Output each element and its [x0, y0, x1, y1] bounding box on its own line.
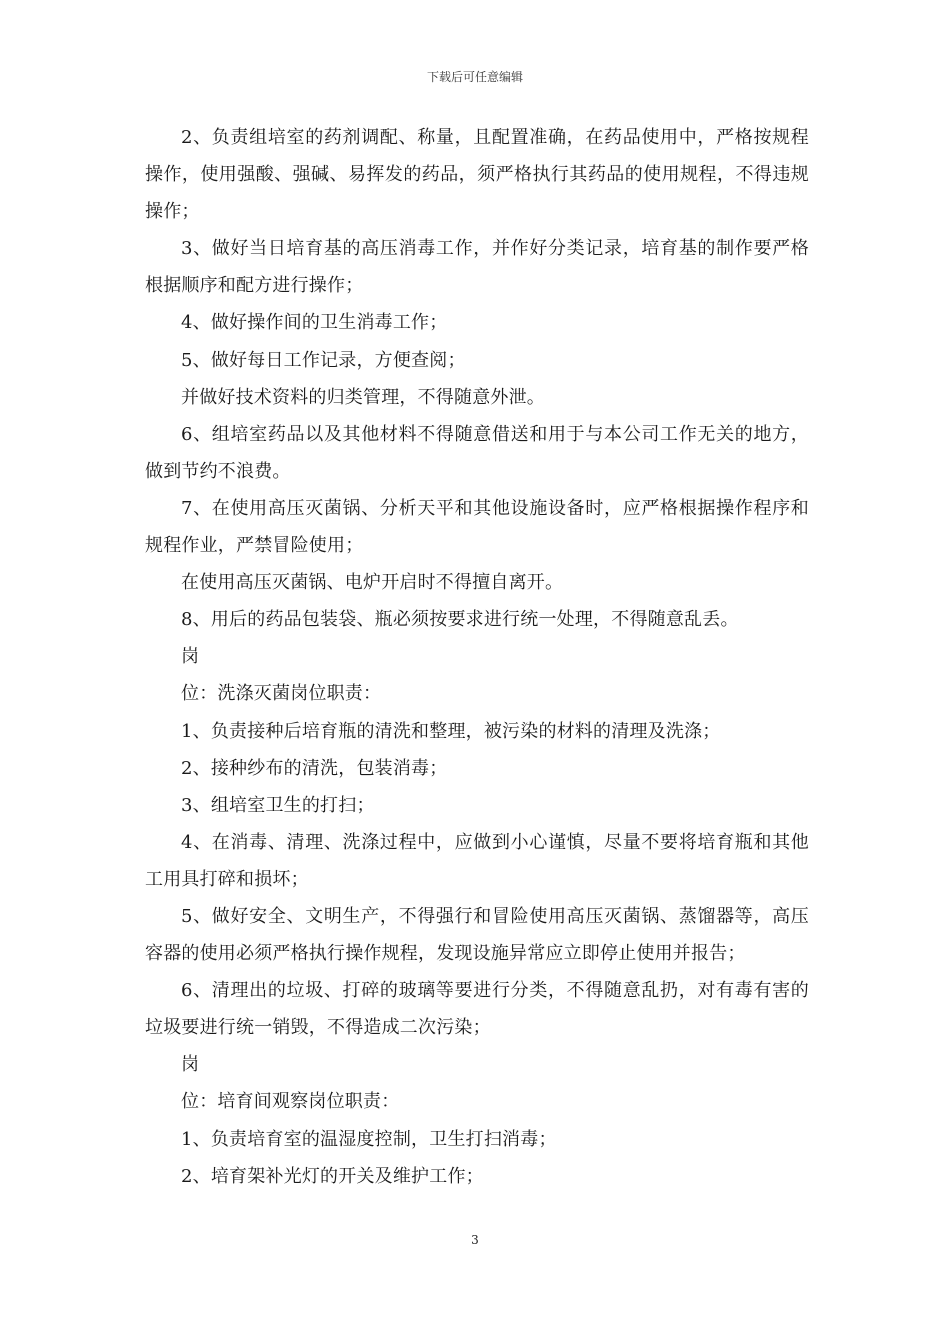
paragraph-5: 并做好技术资料的归类管理，不得随意外泄。 — [181, 386, 545, 408]
paragraph-9: 8、用后的药品包装袋、瓶必须按要求进行统一处理，不得随意乱丢。 — [181, 609, 739, 631]
section-heading-title-2: 位：培育间观察岗位职责： — [181, 1091, 400, 1113]
page-number: 3 — [471, 1233, 479, 1247]
paragraph-3: 4、做好操作间的卫生消毒工作； — [181, 312, 448, 334]
section-heading-char-2: 岗 — [181, 1054, 200, 1076]
paragraph-8: 在使用高压灭菌锅、电炉开启时不得擅自离开。 — [181, 572, 564, 594]
paragraph-1: 2、负责组培室的药剂调配、称量，且配置准确，在药品使用中，严格按规程操作，使用强酸、强碱、易挥发的药品，须严格执行其药品的使用规程，不得违规操作； — [145, 127, 809, 223]
paragraph-7: 7、在使用高压灭菌锅、分析天平和其他设施设备时，应严格根据操作程序和规程作业，严禁冒险使用； — [145, 497, 809, 557]
paragraph-15: 4、在消毒、清理、洗涤过程中，应做到小心谨慎，尽量不要将培育瓶和其他工用具打碎和损坏； — [145, 831, 809, 890]
document-body — [145, 119, 809, 1195]
paragraph-17: 6、清理出的垃圾、打碎的玻璃等要进行分类，不得随意乱扔，对有毒有害的垃圾要进行统一销毁，不得造成二次污染； — [145, 980, 809, 1039]
paragraph-14: 3、组培室卫生的打扫； — [181, 794, 375, 816]
paragraph-4: 5、做好每日工作记录，方便查阅； — [181, 349, 466, 371]
paragraph-6: 6、组培室药品以及其他材料不得随意借送和用于与本公司工作无关的地方，做到节约不浪费。 — [145, 423, 809, 482]
paragraph-12: 1、负责接种后培育瓶的清洗和整理，被污染的材料的清理及洗涤； — [181, 720, 721, 742]
paragraph-16: 5、做好安全、文明生产，不得强行和冒险使用高压灭菌锅、蒸馏器等，高压容器的使用必须严格执行操作规程，发现设施异常应立即停止使用并报告； — [145, 905, 809, 965]
section-heading-title: 位：洗涤灭菌岗位职责： — [181, 683, 382, 705]
paragraph-21: 2、培育架补光灯的开关及维护工作； — [181, 1165, 484, 1187]
page-header: 下载后可任意编辑 — [426, 70, 523, 84]
section-heading-char: 岗 — [181, 646, 200, 668]
paragraph-13: 2、接种纱布的清洗，包装消毒； — [181, 757, 448, 779]
paragraph-2: 3、做好当日培育基的高压消毒工作，并作好分类记录，培育基的制作要严格根据顺序和配方进行操作； — [145, 238, 809, 297]
paragraph-20: 1、负责培育室的温湿度控制，卫生打扫消毒； — [181, 1128, 557, 1150]
